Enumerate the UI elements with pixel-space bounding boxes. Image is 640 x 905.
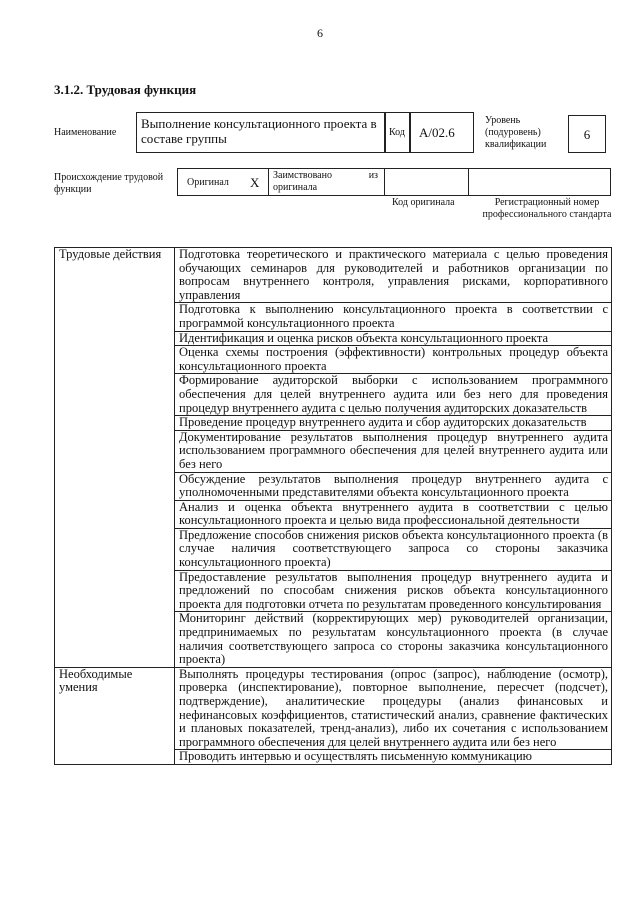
labor-action: Анализ и оценка объекта внутреннего аудита в соответствии с целью консультационного проекта и целью вида профессиональной деятельности	[175, 500, 612, 528]
original-label: Оригинал	[187, 177, 229, 188]
code-label: Код	[385, 112, 410, 153]
labor-action: Подготовка к выполнению консультационного проекта в соответствии с программой консультационного проекта	[175, 303, 612, 331]
level-value: 6	[568, 115, 606, 153]
labor-action: Документирование результатов выполнения процедур внутреннего аудита использованием программного обеспечения для целей внутреннего аудита или без него	[175, 430, 612, 472]
labor-action: Обсуждение результатов выполнения процедур внутреннего аудита с уполномоченными представителями объекта консультационного проекта	[175, 472, 612, 500]
skills-label: Необходимые умения	[55, 667, 175, 764]
original-code-cell	[384, 169, 468, 195]
section-title: 3.1.2. Трудовая функция	[54, 82, 197, 97]
reg-number-label: Регистрационный номер профессионального стандарта	[482, 197, 612, 220]
labor-actions-label: Трудовые действия	[55, 248, 175, 668]
labor-action: Предложение способов снижения рисков объекта консультационного проекта (в случае наличия соответствующего запроса со стороны заказчика консультационного проекта)	[175, 528, 612, 570]
function-table	[54, 247, 612, 765]
labor-action: Формирование аудиторской выборки с использованием программного обеспечения для целей внутреннего аудита или без него для проведения процедур внутреннего аудита с целью получения аудиторских доказательств	[175, 374, 612, 416]
origin-label: Происхождение трудовой функции	[54, 172, 164, 195]
table-row	[55, 248, 612, 303]
labor-action: Мониторинг действий (корректирующих мер) руководителей организации, предпринимаемых по результатам консультационного проекта (в случае наличия соответствующего запроса со стороны заказчика консультационного проекта)	[175, 612, 612, 667]
labor-action: Подготовка теоретического и практического материала с целью проведения обучающих семинаров для руководителей и работников организации по вопросам внутреннего контроля, управления рисками, корпоративного управления	[175, 248, 612, 303]
level-label: Уровень (подуровень) квалификации	[485, 115, 547, 150]
origin-row	[177, 168, 611, 196]
original-code-label: Код оригинала	[392, 197, 455, 208]
borrowed-cell	[268, 169, 384, 195]
table-row	[55, 667, 612, 750]
original-mark: X	[250, 175, 260, 190]
code-value: А/02.6	[410, 112, 474, 153]
skill-item: Проводить интервью и осуществлять письменную коммуникацию	[175, 750, 612, 765]
labor-action: Предоставление результатов выполнения процедур внутреннего аудита и предложений по способам снижения рисков объекта консультационного проекта для подготовки отчета по результатам проведенного консультирования	[175, 570, 612, 612]
labor-action: Оценка схемы построения (эффективности) контрольных процедур объекта консультационного проекта	[175, 346, 612, 374]
reg-number-cell	[468, 169, 610, 195]
borrowed-label: Заимствовано	[273, 170, 332, 181]
name-label: Наименование	[54, 127, 117, 138]
labor-action: Идентификация и оценка рисков объекта консультационного проекта	[175, 331, 612, 346]
borrowed-from: из	[368, 170, 378, 181]
skill-item: Выполнять процедуры тестирования (опрос (запрос), наблюдение (осмотр), проверка (инспектирование), повторное выполнение, пересчет (подсчет), подтверждение), аналитические процедуры (анализ финансовых и нефинансовых коэффициентов, статистический анализ, сравнение фактических и плановых показателей, тренд-анализ), либо их сочетания с использованием программного обеспечения для целей внутреннего аудита или без него	[175, 667, 612, 750]
name-value: Выполнение консультационного проекта в составе группы	[136, 112, 385, 153]
labor-action: Проведение процедур внутреннего аудита и сбор аудиторских доказательств	[175, 416, 612, 431]
borrowed-label-2: оригинала	[273, 182, 318, 193]
page-number: 6	[317, 26, 323, 40]
